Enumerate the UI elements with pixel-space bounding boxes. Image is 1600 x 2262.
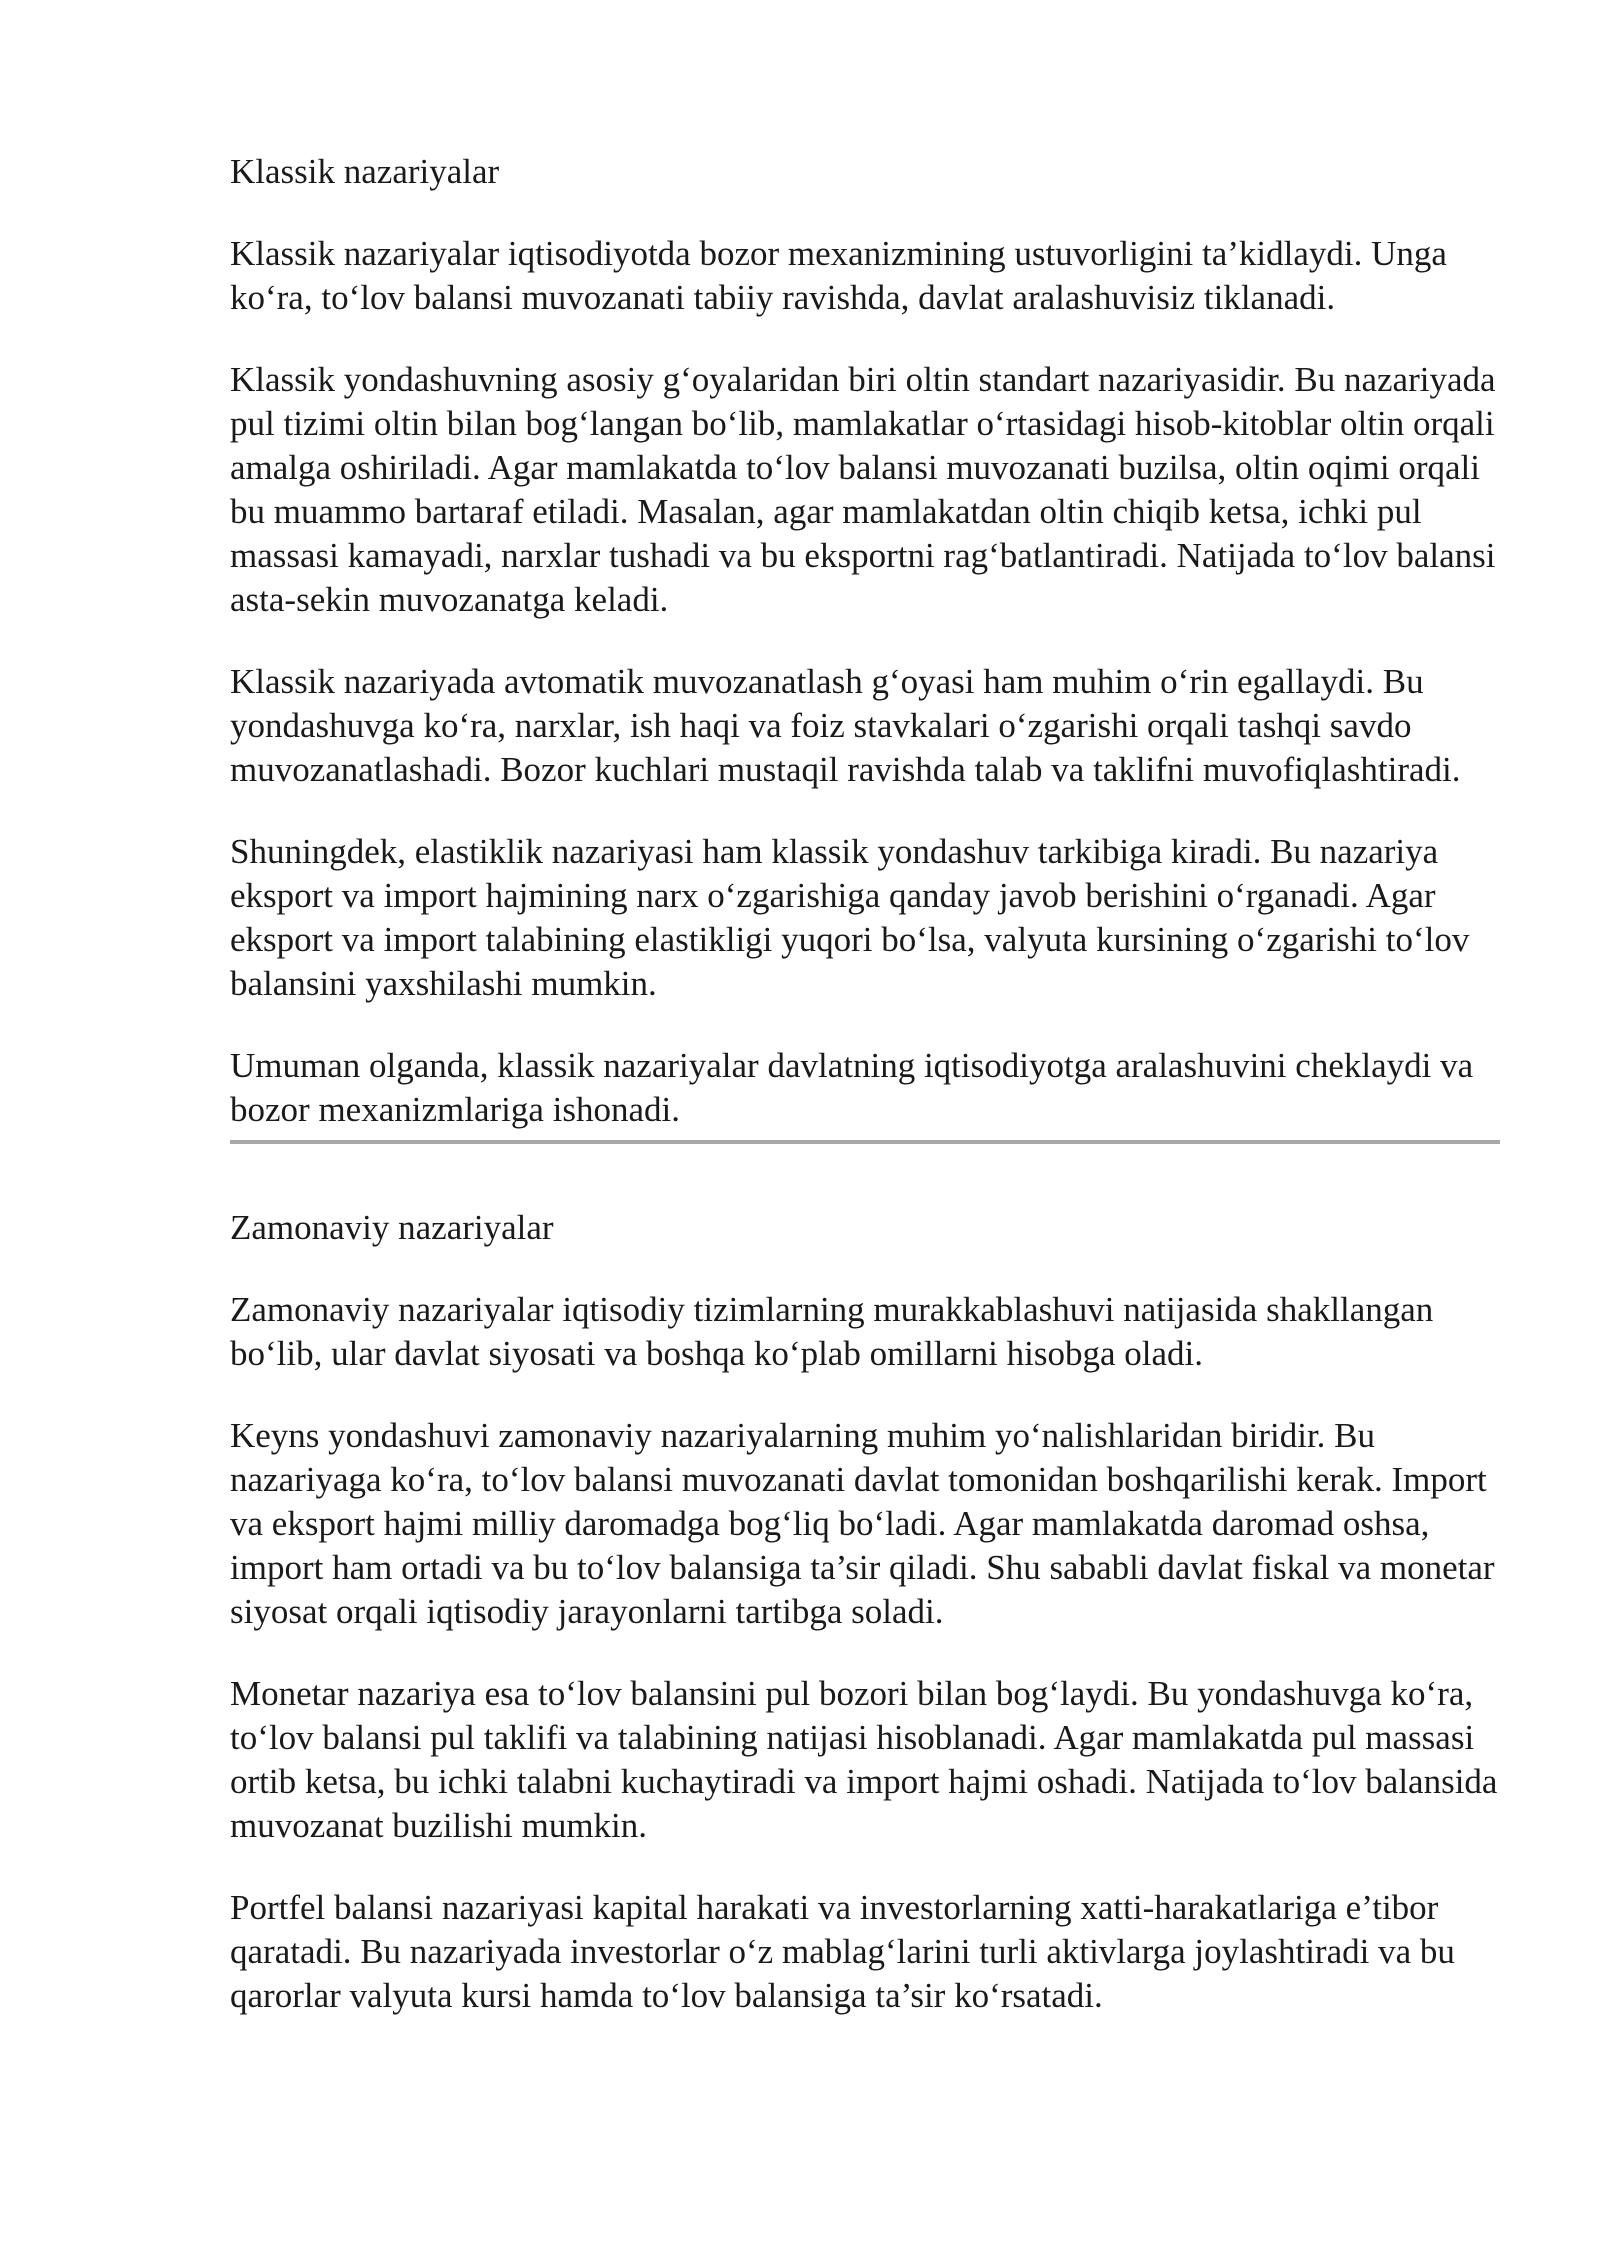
- paragraph: Zamonaviy nazariyalar iqtisodiy tizimlarning murakkablashuvi natijasida shakllangan bo‘lib, ular davlat siyosati va boshqa ko‘plab omillarni hisobga oladi.: [230, 1290, 1434, 1373]
- paragraph: Monetar nazariya esa to‘lov balansini pul bozori bilan bog‘laydi. Bu yondashuvga ko‘ra, to‘lov balansi pul taklifi va talabining natijasi hisoblanadi. Agar mamlakatda pul massasi ortib ketsa, bu ichki talabni kuchaytiradi va import hajmi oshadi. Natijada to‘lov balansida muvozanat buzilishi mumkin.: [230, 1674, 1498, 1845]
- paragraph: Umuman olganda, klassik nazariyalar davlatning iqtisodiyotga aralashuvini cheklaydi va bozor mexanizmlariga ishonadi.: [230, 1046, 1474, 1129]
- section-modern-theories: [230, 1206, 1500, 2018]
- paragraph: Shuningdek, elastiklik nazariyasi ham klassik yondashuv tarkibiga kiradi. Bu nazariya eksport va import hajmining narx o‘zgarishiga qanday javob berishini o‘rganadi. Agar eksport va import talabining elastikligi yuqori bo‘lsa, valyuta kursining o‘zgarishi to‘lov balansini yaxshilashi mumkin.: [230, 832, 1470, 1003]
- paragraph: Klassik nazariyada avtomatik muvozanatlash g‘oyasi ham muhim o‘rin egallaydi. Bu yondashuvga ko‘ra, narxlar, ish haqi va foiz stavkalari o‘zgarishi orqali tashqi savdo muvozanatlashadi. Bozor kuchlari mustaqil ravishda talab va taklifni muvofiqlashtiradi.: [230, 662, 1461, 789]
- section-heading: Zamonaviy nazariyalar: [230, 1208, 554, 1247]
- paragraph: Klassik yondashuvning asosiy g‘oyalaridan biri oltin standart nazariyasidir. Bu nazariyada pul tizimi oltin bilan bog‘langan bo‘lib, mamlakatlar o‘rtasidagi hisob-kitoblar oltin orqali amalga oshiriladi. Agar mamlakatda to‘lov balansi muvozanati buzilsa, oltin oqimi orqali bu muammo bartaraf etiladi. Masalan, agar mamlakatdan oltin chiqib ketsa, ichki pul massasi kamayadi, narxlar tushadi va bu eksportni rag‘batlantiradi. Natijada to‘lov balansi asta-sekin muvozanatga keladi.: [230, 360, 1496, 619]
- paragraph: Klassik nazariyalar iqtisodiyotda bozor mexanizmining ustuvorligini ta’kidlaydi. Unga ko‘ra, to‘lov balansi muvozanati tabiiy ravishda, davlat aralashuvisiz tiklanadi.: [230, 234, 1447, 317]
- horizontal-divider: [230, 1140, 1500, 1144]
- section-classical-theories: [230, 150, 1500, 1132]
- document-page: [230, 150, 1500, 2056]
- paragraph: Portfel balansi nazariyasi kapital harakati va investorlarning xatti-harakatlariga e’tibor qaratadi. Bu nazariyada investorlar o‘z mablag‘larini turli aktivlarga joylashtiradi va bu qarorlar valyuta kursi hamda to‘lov balansiga ta’sir ko‘rsatadi.: [230, 1888, 1455, 2015]
- paragraph: Keyns yondashuvi zamonaviy nazariyalarning muhim yo‘nalishlaridan biridir. Bu nazariyaga ko‘ra, to‘lov balansi muvozanati davlat tomonidan boshqarilishi kerak. Import va eksport hajmi milliy daromadga bog‘liq bo‘ladi. Agar mamlakatda daromad oshsa, import ham ortadi va bu to‘lov balansiga ta’sir qiladi. Shu sababli davlat fiskal va monetar siyosat orqali iqtisodiy jarayonlarni tartibga soladi.: [230, 1416, 1495, 1631]
- section-heading: Klassik nazariyalar: [230, 152, 500, 191]
